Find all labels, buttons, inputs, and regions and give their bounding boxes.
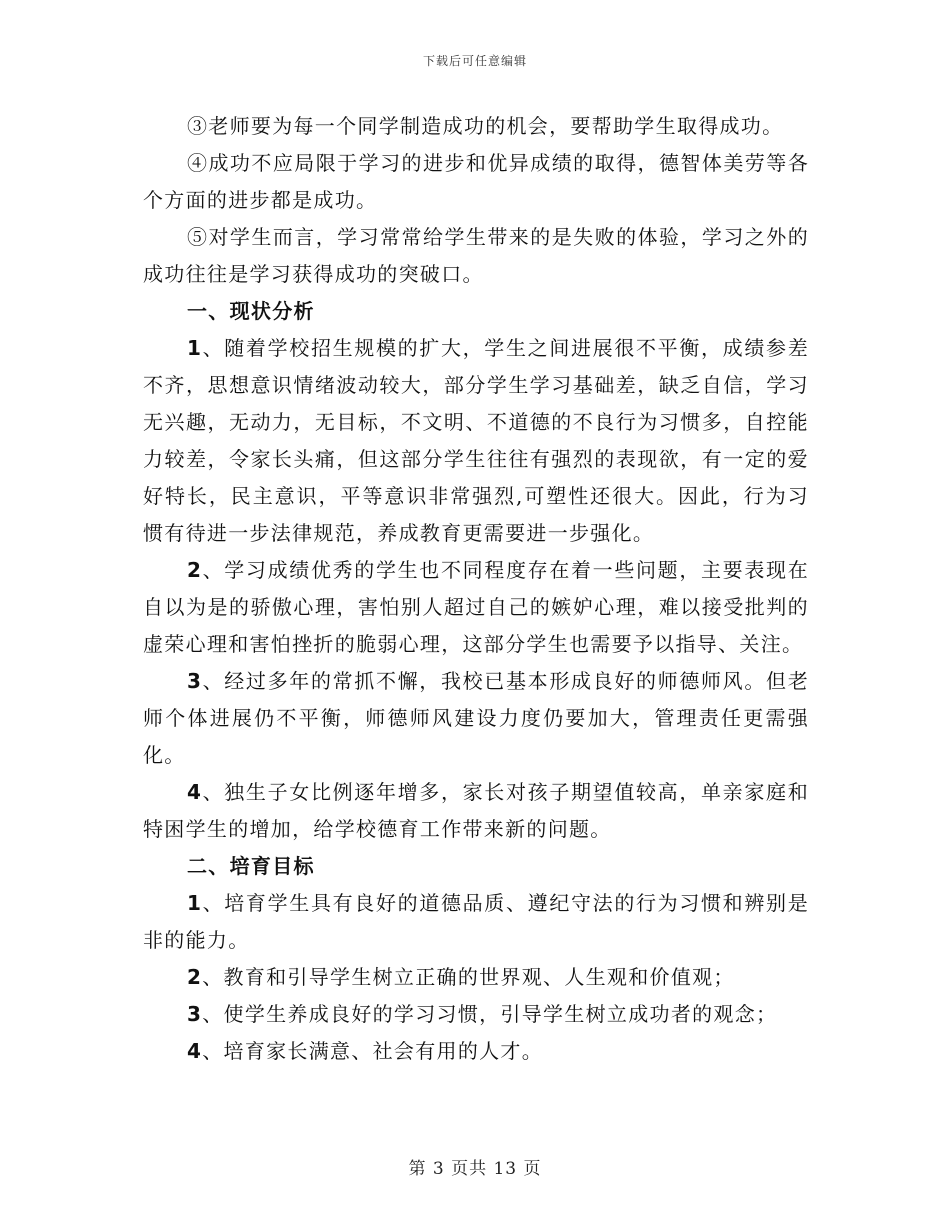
item-number: 3 [187,669,203,693]
item-number: 1 [187,891,203,915]
section-heading-training-goals: 二、培育目标 [187,854,315,878]
item-text: 、培育家长满意、社会有用的人才。 [202,1039,544,1063]
item-text: 、经过多年的常抓不懈，我校已基本形成良好的师德师风。但老师个体进展仍不平衡，师德师风建设力度仍要加大，管理责任更需强化。 [143,669,809,767]
item-text: 、学习成绩优秀的学生也不同程度存在着一些问题，主要表现在自以为是的骄傲心理，害怕别人超过自己的嫉妒心理，难以接受批判的虚荣心理和害怕挫折的脆弱心理，这部分学生也需要予以指导、关注。 [143,558,809,656]
item-number: 3 [187,1002,203,1026]
item-text: 、培育学生具有良好的道德品质、遵纪守法的行为习惯和辨别是非的能力。 [143,891,809,952]
intro-point-3: ③老师要为每一个同学制造成功的机会，要帮助学生取得成功。 [187,114,784,138]
item-number: 2 [187,558,203,582]
section1-item [143,552,809,663]
intro-point-5: ⑤对学生而言，学习常常给学生带来的是失败的体验，学习之外的成功往往是学习获得成功的突破口。 [143,225,809,286]
section1-item [143,663,809,774]
section-heading-status-analysis: 一、现状分析 [187,299,315,323]
section2-item [143,959,809,996]
section2-item [143,1033,809,1070]
item-text: 、使学生养成良好的学习习惯，引导学生树立成功者的观念； [202,1002,778,1026]
item-number: 1 [187,336,203,360]
section2-item [143,996,809,1033]
page-header: 下载后可任意编辑 [422,54,527,68]
page-footer-page-number: 第 3 页共 13 页 [408,1159,542,1179]
item-number: 2 [187,965,203,989]
item-number: 4 [187,1039,203,1063]
intro-point-4: ④成功不应局限于学习的进步和优异成绩的取得，德智体美劳等各个方面的进步都是成功。 [143,151,809,212]
item-text: 、独生子女比例逐年增多，家长对孩子期望值较高，单亲家庭和特困学生的增加，给学校德育工作带来新的问题。 [143,780,809,841]
section2-item [143,885,809,959]
item-text: 、随着学校招生规模的扩大，学生之间进展很不平衡，成绩参差不齐，思想意识情绪波动较大，部分学生学习基础差，缺乏自信，学习无兴趣，无动力，无目标，不文明、不道德的不良行为习惯多，自控能力较差，令家长头痛，但这部分学生往往有强烈的表现欲，有一定的爱好特长，民主意识，平等意识非常强烈,可塑性还很大。因此，行为习惯有待进一步法律规范，养成教育更需要进一步强化。 [143,336,809,545]
section1-item [143,330,809,552]
item-number: 4 [187,780,203,804]
document-body [143,108,809,1070]
item-text: 、教育和引导学生树立正确的世界观、人生观和价值观； [202,965,735,989]
section1-item [143,774,809,848]
